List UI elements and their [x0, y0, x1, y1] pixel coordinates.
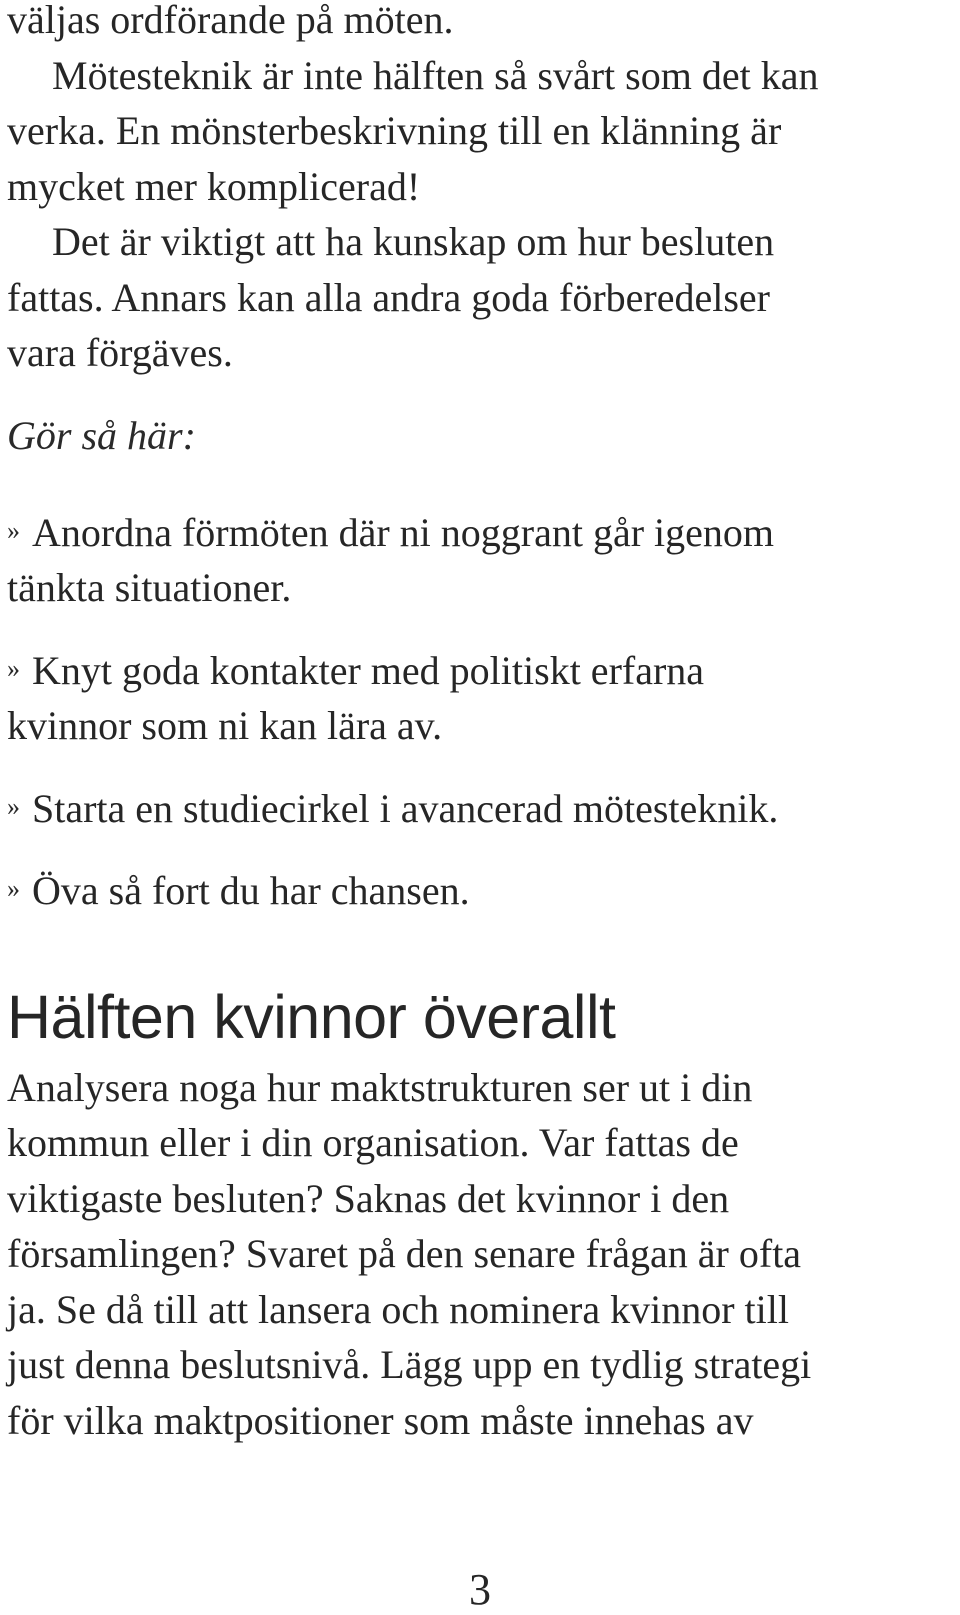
- text-line: vara förgäves.: [7, 330, 233, 375]
- list-item-text: Knyt goda kontakter med politiskt erfarna: [32, 647, 705, 693]
- text-line: församlingen? Svaret på den senare frågan är ofta: [7, 1231, 802, 1276]
- bullet-icon: »: [7, 515, 20, 545]
- list-item-text: Anordna förmöten där ni noggrant går igenom: [32, 509, 775, 555]
- section-paragraph: [7, 1060, 957, 1449]
- text-line: just denna beslutsnivå. Lägg upp en tydlig strategi: [7, 1342, 812, 1387]
- how-to-list: [7, 503, 957, 919]
- text-line: fattas. Annars kan alla andra goda förberedelser: [7, 274, 770, 320]
- intro-paragraphs: [7, 0, 957, 381]
- list-item-text: tänkta situationer.: [7, 565, 292, 610]
- text-line: Det är viktigt att ha kunskap om hur besluten: [52, 219, 775, 264]
- text-line: viktigaste besluten? Saknas det kvinnor i den: [7, 1175, 730, 1221]
- bullet-icon: »: [7, 791, 20, 821]
- list-item: [7, 779, 957, 837]
- page-number: 3: [469, 1565, 491, 1614]
- list-item: [7, 503, 957, 616]
- bullet-icon: »: [7, 874, 20, 903]
- text-line: väljas ordförande på möten.: [7, 0, 454, 42]
- text-line: Mötesteknik är inte hälften så svårt som det kan: [52, 52, 819, 98]
- text-line: kommun eller i din organisation. Var fattas de: [7, 1120, 739, 1165]
- section-title: Hälften kvinnor överallt: [7, 982, 616, 1051]
- list-item: [7, 861, 957, 919]
- text-line: ja. Se då till att lansera och nominera kvinnor till: [7, 1286, 790, 1332]
- document-page: [7, 0, 957, 1448]
- text-line: verka. En mönsterbeskrivning till en klänning är: [7, 108, 782, 153]
- list-item-text: Starta en studiecirkel i avancerad mötesteknik.: [32, 785, 779, 831]
- bullet-icon: »: [7, 653, 20, 683]
- text-line: för vilka maktpositioner som måste innehas av: [7, 1397, 754, 1443]
- list-item: [7, 641, 957, 754]
- text-line: Analysera noga hur maktstrukturen ser ut i din: [7, 1064, 753, 1110]
- text-line: mycket mer komplicerad!: [7, 163, 421, 209]
- how-to-heading: Gör så här:: [7, 412, 196, 458]
- list-item-text: Öva så fort du har chansen.: [32, 868, 470, 913]
- list-item-text: kvinnor som ni kan lära av.: [7, 703, 443, 748]
